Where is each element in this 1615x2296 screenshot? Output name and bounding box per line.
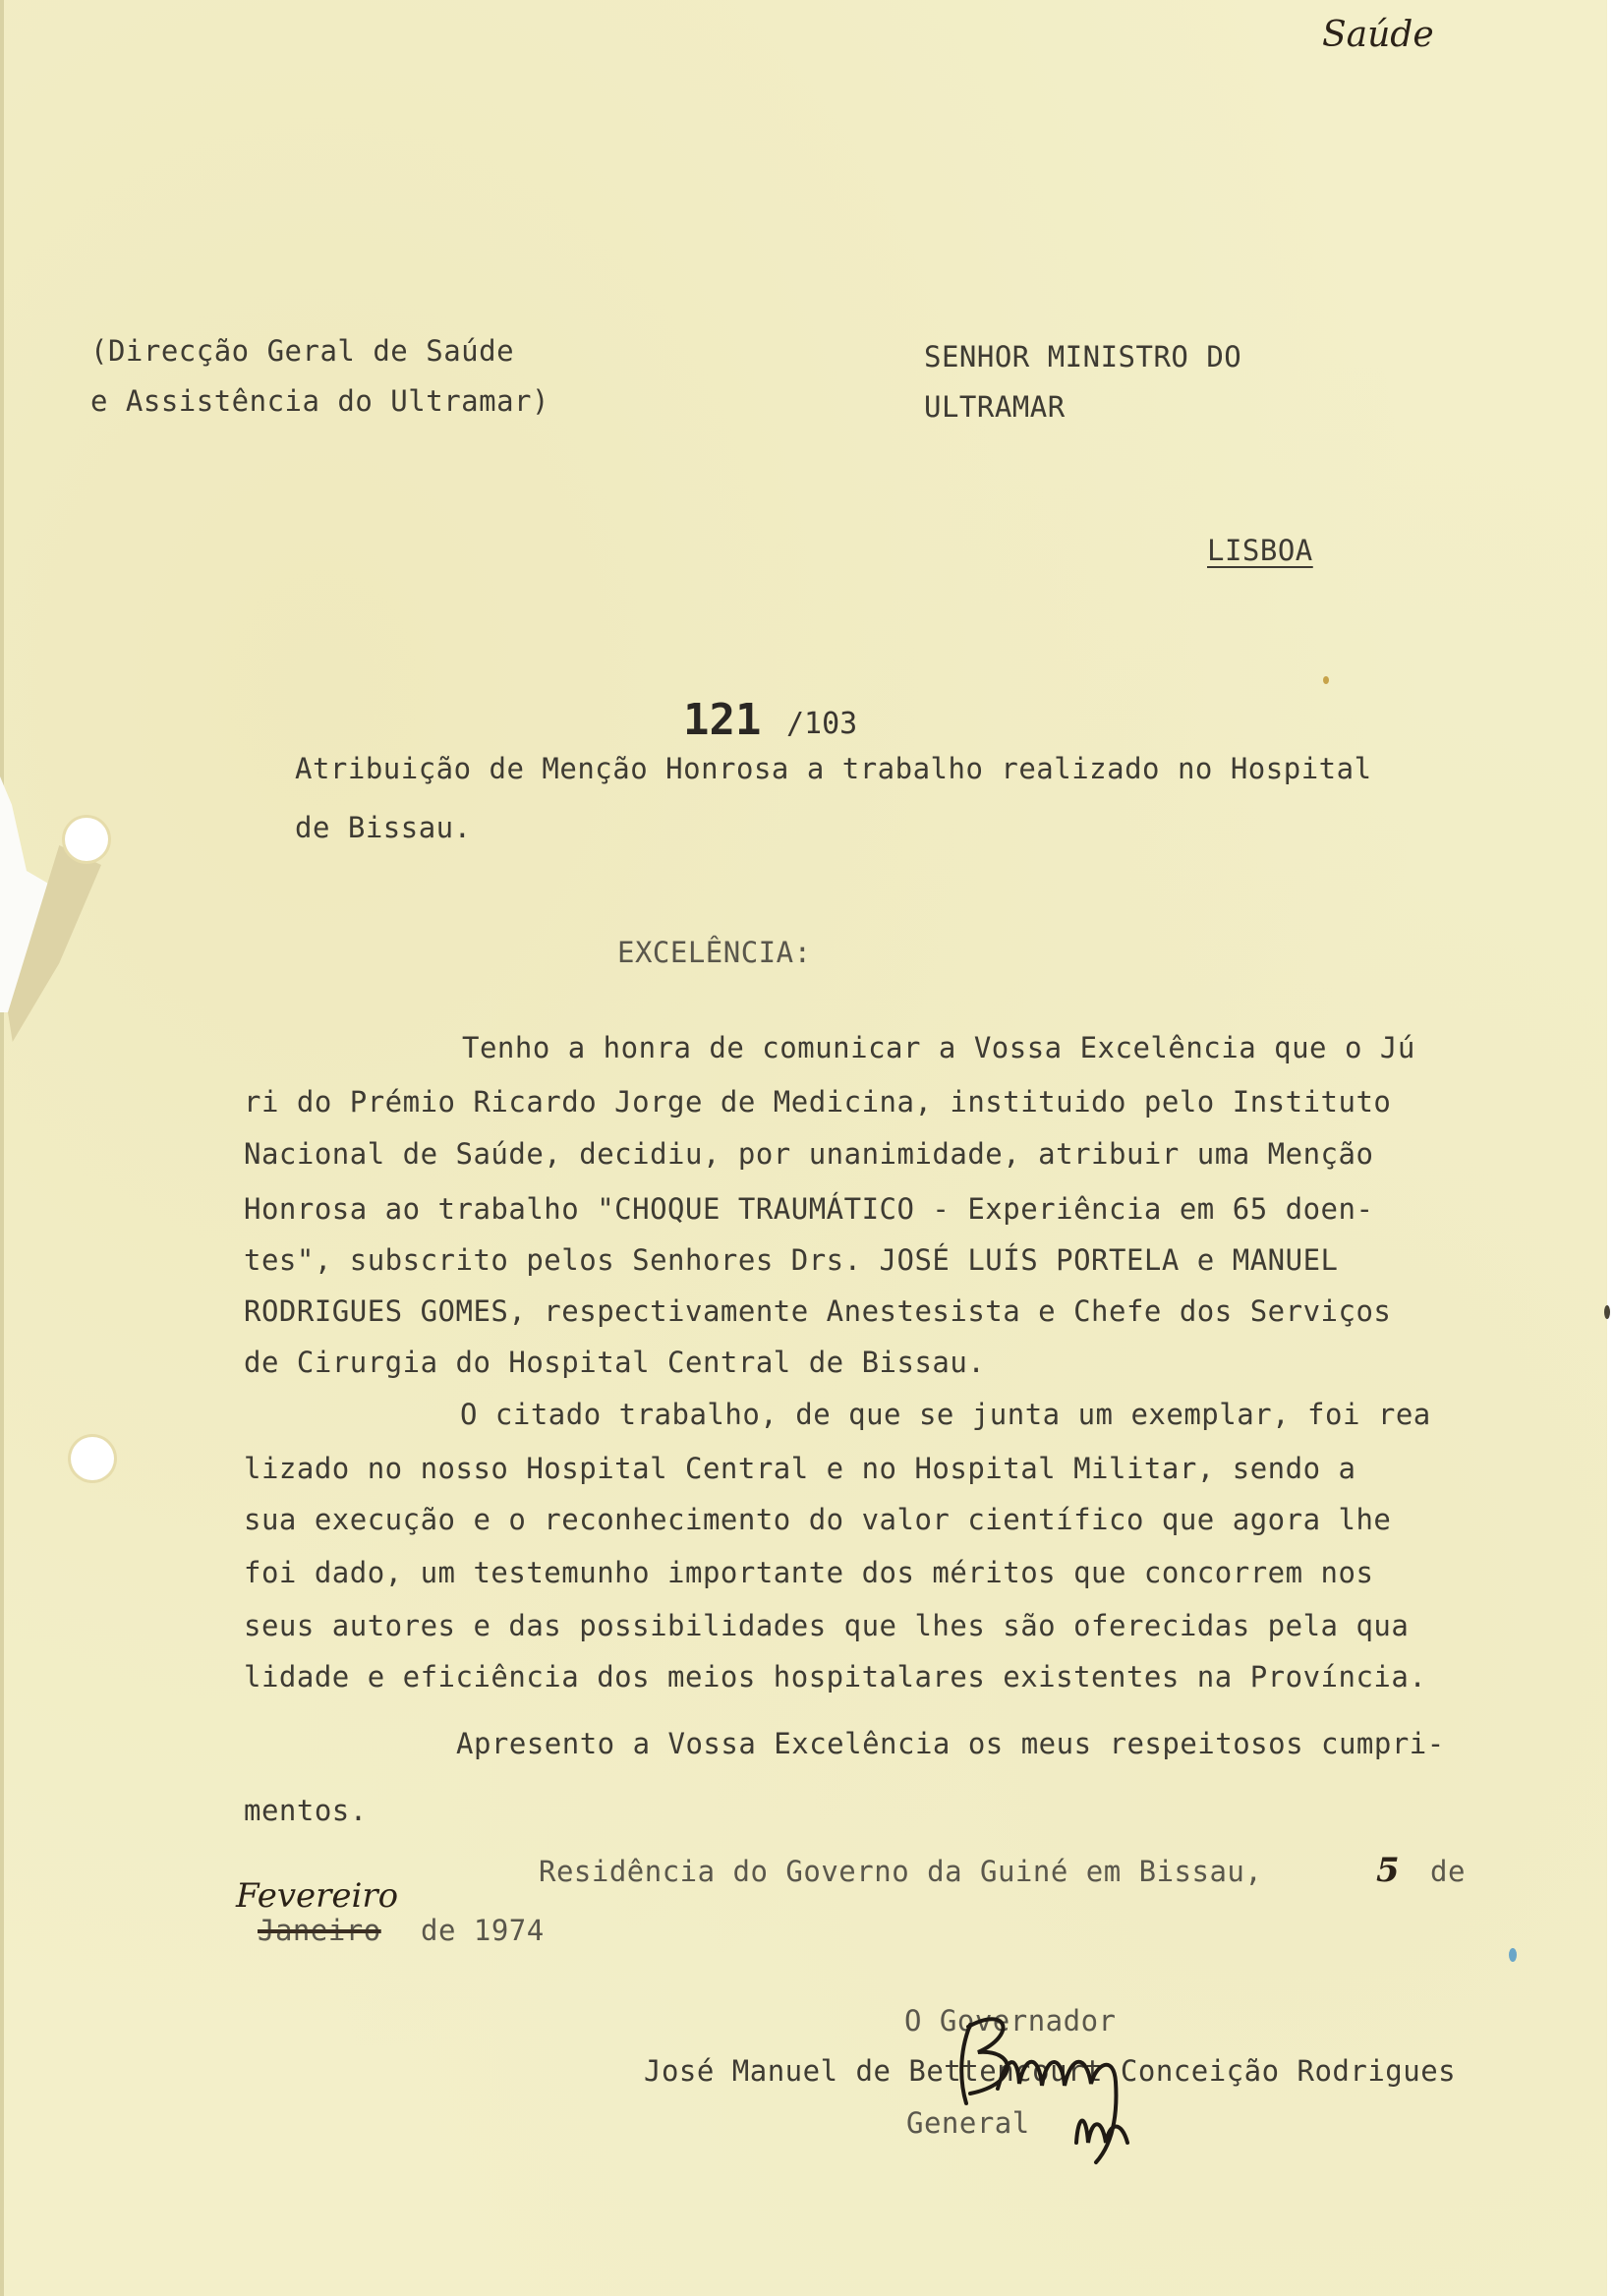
dateline-month-struck: Janeiro bbox=[258, 1914, 381, 1947]
subject-line-1: Atribuição de Menção Honrosa a trabalho realizado no Hospital bbox=[295, 752, 1372, 785]
signature-title: O Governador bbox=[904, 2004, 1117, 2038]
body-line: RODRIGUES GOMES, respectivamente Anestesista e Chefe dos Serviços bbox=[244, 1294, 1392, 1328]
body-line: Nacional de Saúde, decidiu, por unanimidade, atribuir uma Menção bbox=[244, 1137, 1374, 1171]
dateline-place: Residência do Governo da Guiné em Bissau, bbox=[539, 1855, 1263, 1888]
body-line: Tenho a honra de comunicar a Vossa Excelência que o Jú bbox=[462, 1031, 1415, 1064]
body-line: O citado trabalho, de que se junta um exemplar, foi rea bbox=[460, 1398, 1431, 1431]
handwritten-signature bbox=[949, 1995, 1184, 2172]
recipient-line-2: ULTRAMAR bbox=[924, 390, 1066, 424]
signature-rank: General bbox=[906, 2106, 1030, 2140]
page-right-margin bbox=[1607, 0, 1615, 2296]
recipient-city: LISBOA bbox=[1207, 534, 1313, 567]
handwritten-annotation: Saúde bbox=[1322, 15, 1434, 55]
sender-line-1: (Direcção Geral de Saúde bbox=[90, 334, 515, 368]
stain-speck bbox=[1323, 676, 1329, 684]
recipient-line-1: SENHOR MINISTRO DO bbox=[924, 340, 1242, 373]
dateline-de: de bbox=[1430, 1855, 1466, 1888]
salutation: EXCELÊNCIA: bbox=[617, 936, 812, 969]
body-line: seus autores e das possibilidades que lhes são oferecidas pela qua bbox=[244, 1609, 1410, 1642]
body-line: lizado no nosso Hospital Central e no Hospital Militar, sendo a bbox=[244, 1452, 1356, 1485]
punch-hole-bottom bbox=[71, 1437, 114, 1480]
body-line: tes", subscrito pelos Senhores Drs. JOSÉ LUÍS PORTELA e MANUEL bbox=[244, 1243, 1339, 1277]
body-line: foi dado, um testemunho importante dos méritos que concorrem nos bbox=[244, 1556, 1374, 1589]
reference-subnumber: /103 bbox=[786, 707, 858, 741]
dateline-year: de 1974 bbox=[421, 1914, 545, 1947]
body-line: ri do Prémio Ricardo Jorge de Medicina, instituido pelo Instituto bbox=[244, 1085, 1392, 1119]
signature-name: José Manuel de Bettencourt Conceição Rodrigues bbox=[644, 2054, 1457, 2088]
ink-speck bbox=[1509, 1948, 1517, 1962]
punch-hole-top bbox=[65, 818, 108, 861]
page-left-edge bbox=[0, 0, 4, 2296]
edge-mark bbox=[1604, 1305, 1610, 1319]
body-line: de Cirurgia do Hospital Central de Bissau. bbox=[244, 1346, 986, 1379]
dateline-day-handwritten: 5 bbox=[1376, 1851, 1400, 1890]
sender-line-2: e Assistência do Ultramar) bbox=[90, 384, 549, 418]
body-line: Honrosa ao trabalho "CHOQUE TRAUMÁTICO - Experiência em 65 doen- bbox=[244, 1192, 1374, 1226]
subject-line-2: de Bissau. bbox=[295, 811, 472, 844]
closing-line-1: Apresento a Vossa Excelência os meus respeitosos cumpri- bbox=[456, 1727, 1445, 1760]
closing-line-2: mentos. bbox=[244, 1794, 368, 1827]
reference-number: 121 bbox=[683, 695, 762, 745]
body-line: sua execução e o reconhecimento do valor científico que agora lhe bbox=[244, 1503, 1392, 1536]
body-line: lidade e eficiência dos meios hospitalares existentes na Província. bbox=[244, 1660, 1427, 1693]
dateline-month-handwritten: Fevereiro bbox=[236, 1876, 399, 1916]
